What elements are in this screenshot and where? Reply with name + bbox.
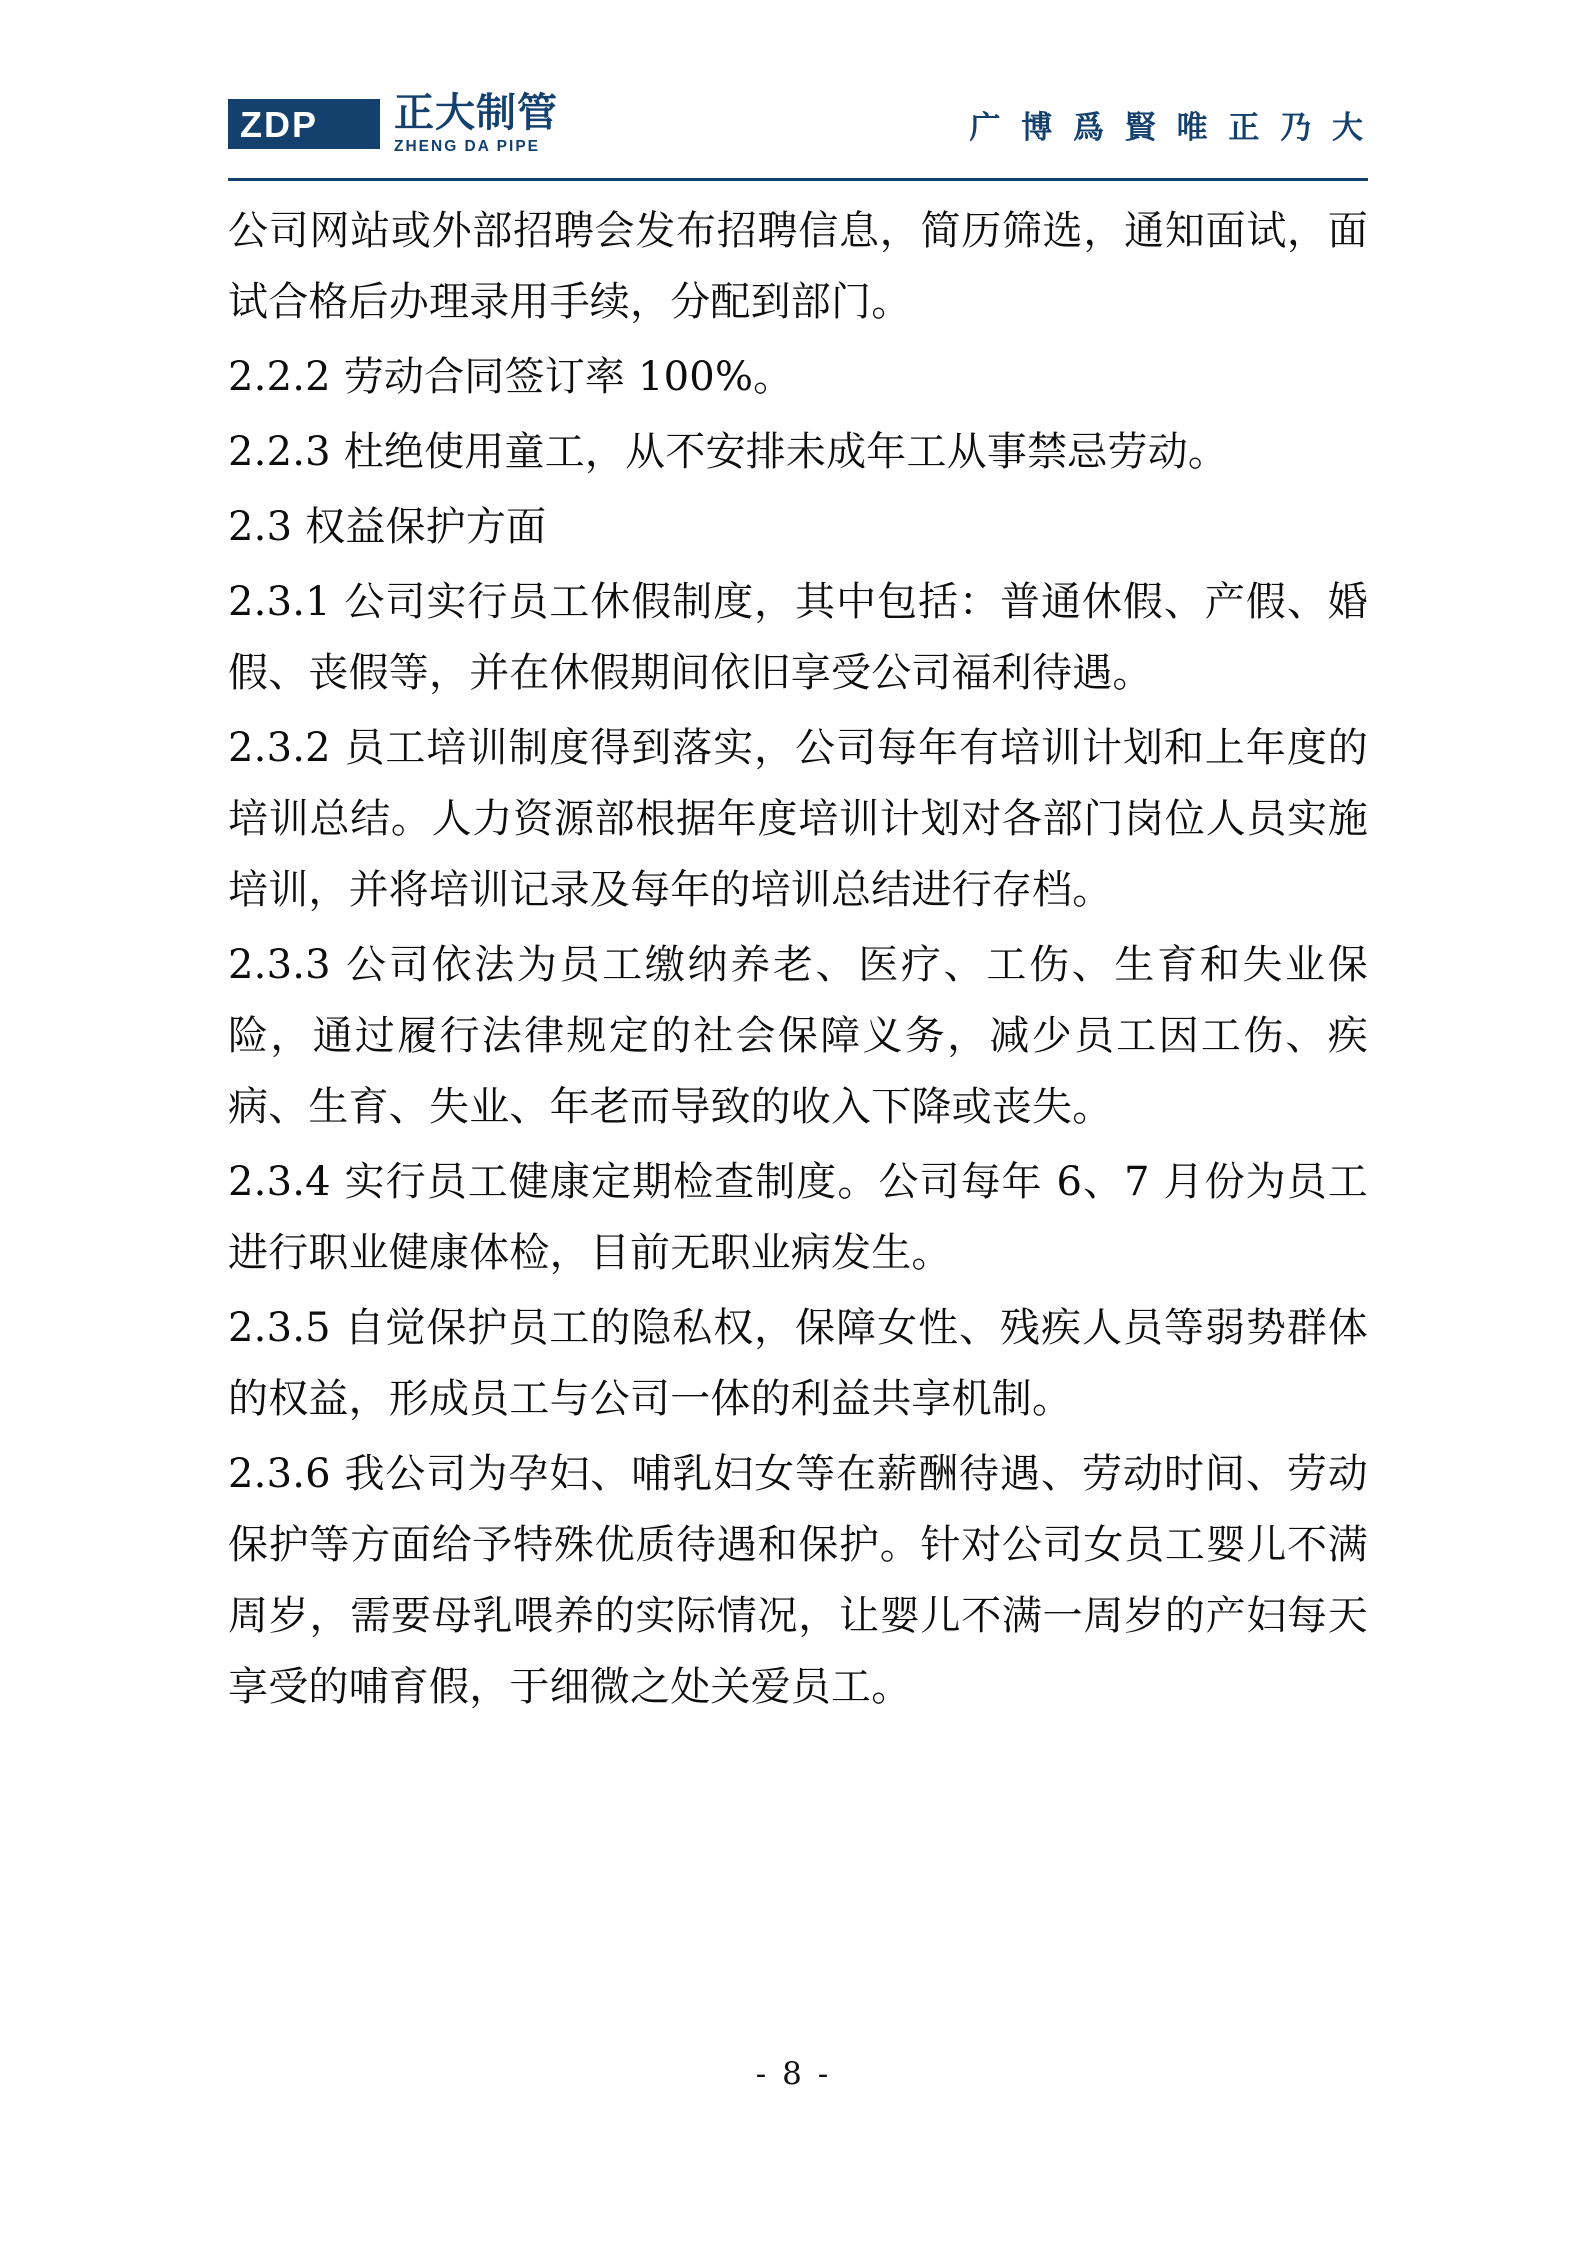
paragraph: 2.3.6 我公司为孕妇、哺乳妇女等在薪酬待遇、劳动时间、劳动保护等方面给予特殊优质待遇和保护。针对公司女员工婴儿不满周岁，需要母乳喂养的实际情况，让婴儿不满一周岁的产妇每天享受的哺育假，于细微之处关爱员工。	[228, 1451, 1368, 1710]
paragraph: 2.3.4 实行员工健康定期检查制度。公司每年 6、7 月份为员工进行职业健康体检，目前无职业病发生。	[228, 1159, 1368, 1276]
svg-text:ZDP: ZDP	[240, 104, 318, 145]
paragraph: 公司网站或外部招聘会发布招聘信息，简历筛选，通知面试，面试合格后办理录用手续，分配到部门。	[228, 208, 1368, 325]
page-header	[228, 78, 1368, 170]
logo-chinese-name: 正大制管	[394, 90, 558, 137]
paragraph: 2.3.1 公司实行员工休假制度，其中包括：普通休假、产假、婚假、丧假等，并在休假期间依旧享受公司福利待遇。	[228, 579, 1368, 696]
paragraph: 2.3.3 公司依法为员工缴纳养老、医疗、工伤、生育和失业保险，通过履行法律规定的社会保障义务，减少员工因工伤、疾病、生育、失业、年老而导致的收入下降或丧失。	[228, 942, 1368, 1130]
logo-wordmark	[394, 90, 558, 156]
company-logo	[228, 90, 558, 156]
page-number: - 8 -	[755, 2056, 832, 2092]
company-slogan: 广 博 爲 賢 唯 正 乃 大	[969, 109, 1368, 146]
paragraph: 2.3.5 自觉保护员工的隐私权，保障女性、残疾人员等弱势群体的权益，形成员工与公司一体的利益共享机制。	[228, 1305, 1368, 1422]
header-divider	[228, 178, 1368, 181]
document-body	[228, 196, 1368, 1727]
section-heading: 2.3 权益保护方面	[228, 504, 547, 550]
paragraph: 2.2.2 劳动合同签订率 100%。	[228, 354, 794, 400]
paragraph: 2.3.2 员工培训制度得到落实，公司每年有培训计划和上年度的培训总结。人力资源部根据年度培训计划对各部门岗位人员实施培训，并将培训记录及每年的培训总结进行存档。	[228, 725, 1368, 913]
paragraph: 2.2.3 杜绝使用童工，从不安排未成年工从事禁忌劳动。	[228, 429, 1229, 475]
logo-english-name: ZHENG DA PIPE	[394, 138, 540, 156]
zdp-logo-icon	[228, 93, 380, 155]
